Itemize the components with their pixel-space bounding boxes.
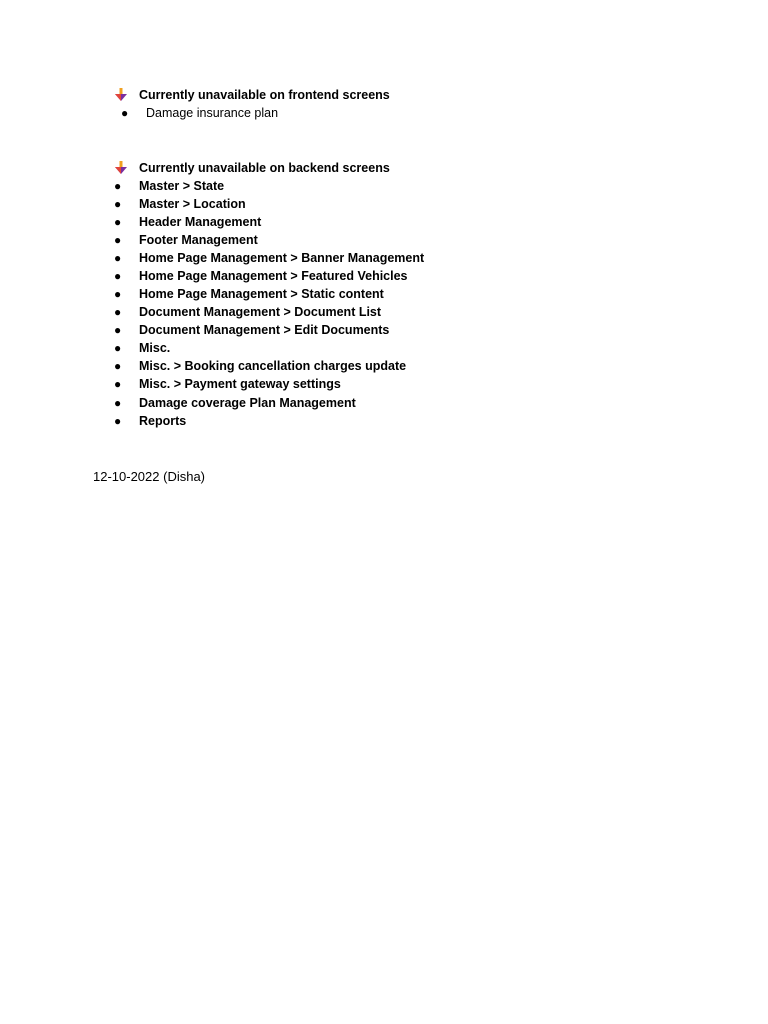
list-item-text: Misc. > Booking cancellation charges update [139,359,407,373]
list-item-text: Damage insurance plan [146,106,279,120]
list-item-text: Damage coverage Plan Management [139,396,356,410]
list-item-text: Home Page Management > Featured Vehicles [139,269,408,283]
list-item-text: Master > Location [139,197,246,211]
section-heading: Currently unavailable on frontend screens [139,88,390,102]
bullet-icon: ● [114,233,122,247]
bullet-icon: ● [114,179,122,193]
bullet-icon: ● [114,251,122,265]
list-item-text: Master > State [139,179,225,193]
list-item-text: Misc. [139,341,171,355]
list-item-text: Document Management > Document List [139,305,382,319]
arrow-bullet-icon [114,161,128,175]
list-item-text: Reports [139,414,187,428]
bullet-icon: ● [114,396,122,410]
bullet-icon: ● [121,106,129,120]
section-heading: Currently unavailable on backend screens [139,161,390,175]
list-item-text: Footer Management [139,233,258,247]
list-item-text: Header Management [139,215,262,229]
bullet-icon: ● [114,323,122,337]
list-item-text: Misc. > Payment gateway settings [139,377,341,391]
list-item-text: Document Management > Edit Documents [139,323,390,337]
arrow-bullet-icon [114,88,128,102]
bullet-icon: ● [114,215,122,229]
bullet-icon: ● [114,197,122,211]
bullet-icon: ● [114,269,122,283]
bullet-icon: ● [114,359,122,373]
list-item-text: Home Page Management > Static content [139,287,384,301]
bullet-icon: ● [114,377,122,391]
date-author-note: 12-10-2022 (Disha) [93,469,206,484]
bullet-icon: ● [114,287,122,301]
bullet-icon: ● [114,341,122,355]
bullet-icon: ● [114,414,122,428]
list-item-text: Home Page Management > Banner Management [139,251,425,265]
bullet-icon: ● [114,305,122,319]
